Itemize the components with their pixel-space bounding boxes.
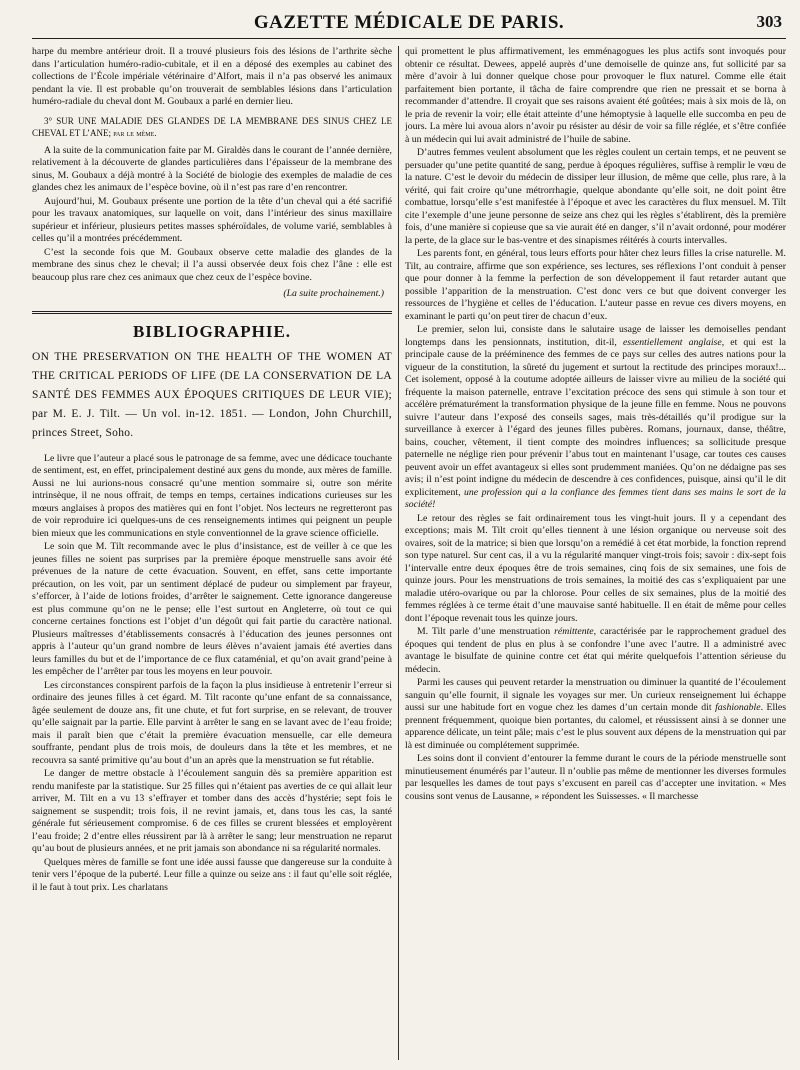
emphasis: fashionable: [715, 702, 761, 713]
bibliography-entry: [32, 348, 392, 443]
paragraph: C’est la seconde fois que M. Goubaux observe cette maladie des glandes de la membrane des sinus chez le cheval; il l’a aussi observée deux fois chez l’âne : elle est beaucoup plus rare chez ces animaux que chez ceux de l’espèce bovine.: [32, 246, 392, 283]
book-author-publisher: ; par M. E. J. Tilt. — Un vol. in-12. 1851. — London, John Churchill, princes Street, Soho.: [32, 388, 392, 439]
text-run: Le premier, selon lui, consiste dans le salutaire usage de laisser les demoiselles pendant longtemps dans les pensionnats, institution, dit-il,: [405, 324, 786, 348]
bibliography-heading: BIBLIOGRAPHIE.: [132, 321, 292, 341]
emphasis: rémittente: [554, 626, 594, 637]
text-run: , caractérisée par le rapprochement graduel des époques qui tendent de plus en plus à se confondre l’une avec l’autre. Il a administré avec avantage le bisulfate de quinine contre cet état qui mérite quelquefois l’attention sérieuse du médecin.: [405, 626, 786, 675]
section-heading: 3° SUR UNE MALADIE DES GLANDES DE LA MEMBRANE DES SINUS CHEZ LE CHEVAL ET L’ANE; par le même.: [32, 115, 392, 138]
paragraph: Le livre que l’auteur a placé sous le patronage de sa femme, avec une dédicace touchante de sentiment, est, en effet, principalement destiné aux gens du monde, aux mères de famille. Aussi ne lui aurions-nous consacré qu’une mention sommaire si, outre son mérite intrinsèque, il ne nous offrait, de temps en temps, certaines indications curieuses sur les mœurs anglaises à propos des matières qui en font l’objet. Nos lecteurs ne regretteront pas de voir reproduire ici quelques-uns de ces renseignements intimes qui peignent un peuple bien mieux que les communications en style conventionnel de la grave science officielle.: [32, 452, 392, 539]
paragraph: harpe du membre antérieur droit. Il a trouvé plusieurs fois des lésions de l’arthrite sèche dans l’articulation huméro-radio-cubitale, et il en a déposé des exemples au cabinet des collections de l’École impériale vétérinaire d’Alfort, mais il n’a pas observé les animaux pendant la vie. Il est probable qu’on trouverait de semblables lésions dans l’articulation huméro-radiale du cheval dont M. Goubaux a parlé en dernier lieu.: [32, 46, 392, 107]
paragraph: [405, 677, 786, 752]
text-run: M. Tilt parle d’une menstruation: [417, 626, 551, 637]
paragraph: A la suite de la communication faite par M. Giraldès dans le courant de l’année dernière, relativement à la découverte de glandes particulières dans l’épaisseur de la membrane des sinus, M. Goubaux a déjà montré à la Société de biologie des exemples de maladie de ces glandes chez les animaux de l’espèce bovine, où il n’est pas rare d’en rencontrer.: [32, 144, 392, 193]
paragraph: Les parents font, en général, tous leurs efforts pour hâter chez leurs filles la crise naturelle. M. Tilt, au contraire, affirme que son expérience, ses lectures, ses réflexions l’ont conduit à penser que pour donner à la femme la perfection de son développement il faut retarder autant que possible l’apparition de la menstruation. C’est donc vers ce but que doivent converger les ressources de l’hygiène et celles de l’éducation. L’auteur passe en revue ces divers moyens, en examinant le parti qu’on peut tirer de chacun d’eux.: [405, 248, 786, 322]
paragraph: Le soin que M. Tilt recommande avec le plus d’insistance, est de veiller à ce que les jeunes filles ne soient pas surprises par la première époque menstruelle sans avoir été prévenues de la nature de cette évacuation. Souvent, en effet, sans cette importante précaution, on les voit, par un sentiment déplacé de pudeur ou simplement par frayeur, s’efforcer, à l’aide de lotions froides, d’arrêter le saignement. Cette ignorance dangereuse est plus commune qu’on ne le pense; elle l’est surtout en Angleterre, où tout ce qui concerne certaines fonctions est l’objet d’un dégoût qui fait partie du caractère national. Plusieurs maîtresses d’établissements consacrés à l’éducation des jeunes personnes ont appris à l’auteur qu’un grand nombre de leurs élèves n’avaient jamais été averties dans leurs familles du but et de l’importance de ce flux cataménial, et qu’on avait grand’peine à les empêcher de l’arrêter par tous les moyens en leur pouvoir.: [32, 541, 392, 677]
text-run: . Elles prennent fréquemment, quoique bien portantes, du calomel, et réussissent ainsi à se donner une apparence délicate, un teint pâle; mais c’est le plus souvent aux dépens de la menstruation qui par là est diminuée ou complétement supprimée.: [405, 702, 786, 751]
text-run: , et qui est la principale cause de la prééminence des femmes de ce pays sur celles des autres nations pour la vigueur de la constitution, la sûreté du jugement et surtout la rectitude des principes moraux!... Cet isolement, opposé à la coutume adoptée ailleurs de laisser vivre au milieu de la société qui fréquente la maison paternelle, entrave l’excitation précoce des sens qui stimule à son tour et accélère prématurément la transformation physique de la jeune fille en femme. Nous ne pouvons suivre l’auteur dans l’exposé des conseils sages, mais très-détaillés qu’il prodigue sur la surveillance à exercer à l’égard des jeunes filles pubères. Romans, journaux, danse, théâtre, bains, coucher, vêtement, il tient compte des moindres influences; sa sollicitude presque paternelle ne néglige rien pour prévenir l’abus tout en maintenant l’usage, car toutes ces causes peuvent avoir un effet avantageux si elles sont prudemment maniées. Qu’on ne dédaigne pas ses avis; il n’est point indigne du médecin de descendre à ces confidences, puisque, ainsi qu’il le dit explicitement,: [405, 336, 786, 498]
page-header: [32, 8, 786, 39]
paragraph: [405, 626, 786, 676]
left-column: [32, 46, 392, 1062]
paragraph: Aujourd’hui, M. Goubaux présente une portion de la tête d’un cheval qui a été sacrifié pour les travaux anatomiques, sur laquelle on voit, dans l’intérieur des sinus maxillaire supérieur et inférieur, plusieurs petites masses sphéroïdales, de volume varié, semblables à celles qu’il a montrées précédemment.: [32, 195, 392, 244]
paragraph: qui promettent le plus affirmativement, les emménagogues les plus actifs sont invoqués pour obtenir ce résultat. Dewees, appelé auprès d’une demoiselle de quinze ans, fut sollicité par sa mère d’avoir à lui donner quelque chose pour provoquer le flux naturel. Comme elle était parfaitement bien portante, il tâcha de faire comprendre que rien ne pressait et se borna à recommander d’attendre. Il croyait que ses raisons avaient été goûtées; mais à six mois de là, on le pria de revenir la voir; elle était atteinte d’une hémoptysie à laquelle elle succomba en peu de jours. La mère lui avoua alors n’avoir pu résister au désir de voir sa fille réglée, et s’être confiée à un médecin qui lui avait administré de l’huile de sabine.: [405, 46, 786, 145]
book-title-english: ON THE PRESERVATION ON THE HEALTH OF THE WOMEN AT THE CRITICAL PERIODS OF LIFE: [32, 350, 392, 382]
journal-title: GAZETTE MÉDICALE DE PARIS.: [253, 12, 565, 33]
paragraph: Le retour des règles se fait ordinairement tous les vingt-huit jours. Il y a cependant des exceptions; mais M. Tilt croit qu’elles tiennent à une lésion organique ou nerveuse soit des ovaires, soit de la matrice; si bien que lorsqu’on a remédié à cet état morbide, la fonction reprend son type naturel. Sur cent cas, il a vu la régularité manquer vingt-trois fois; savoir : dix-sept fois l’intervalle entre deux époques être de trois semaines, cinq fois de six semaines, une fois de quinze jours. Pour les menstruations de trois semaines, la moitié des cas s’expliquaient par une maladie utéro-ovarique ou par la chlorose. Pour celles de six semaines, plus de la moitié des femmes réglées à ce terme était d’une mauvaise santé habituelle. Il en était de même pour celles dont l’époque revenait tous les quinze jours.: [405, 512, 786, 624]
paragraph: Les circonstances conspirent parfois de la façon la plus insidieuse à entretenir l’erreur si ordinaire des jeunes filles à cet égard. M. Tilt raconte qu’une enfant de sa connaissance, âgée seulement de douze ans, fit une chute, et fut fort surprise, en se relevant, de trouver qu’elle saignait par la partie. Elle parvint à arrêter le sang en se lavant avec de l’eau froide; mais il paraît bien que c’était la première évacuation mensuelle, car elle demeura souffrante, pendant plus de trois mois, de douleurs dans la tête et les membres, et ne recouvra sa santé primitive qu’au bout d’un an après que la menstruation se fut rétablie.: [32, 679, 392, 766]
page-number: 303: [756, 12, 782, 31]
paragraph: Quelques mères de famille se font une idée aussi fausse que dangereuse sur la conduite à tenir vers l’époque de la puberté. Leur fille a quinze ou seize ans : il faut qu’elle soit réglée, il le faut à tout prix. Les charlatans: [32, 856, 392, 893]
emphasis: une profession qui a la confiance des femmes tient dans ses mains le sort de la société!: [405, 486, 786, 510]
paragraph: D’autres femmes veulent absolument que les règles coulent un certain temps, et ne peuvent se persuader qu’une petite quantité de sang, perdue à époques régulières, suffise à remplir le vœu de la nature. C’est le devoir du médecin de dissiper leur illusion, de même que celle, plus rare, à la vérité, qui fait croire qu’une métrorrhagie, quelque abondante qu’elle soit, ne doit point être combattue, lorsqu’elle s’est manifestée à l’époque et avec les caractères du flux mensuel. M. Tilt cite l’exemple d’une jeune personne de seize ans chez qui les règles s’établirent, dès la première fois, d’une manière si copieuse que sa vie aurait été en danger, s’il n’avait ordonné, pour modérer la perte, de la glace sur le bas-ventre et des sinapismes réitérés à courts intervalles.: [405, 147, 786, 246]
continuation-note: (La suite prochainement.): [283, 288, 384, 299]
section-divider: [32, 311, 392, 314]
book-title-french: (DE LA CONSERVATION DE LA SANTÉ DES FEMMES AUX ÉPOQUES CRITIQUES DE LEUR VIE): [32, 369, 392, 401]
column-rule: [398, 46, 399, 1060]
paragraph: [405, 324, 786, 512]
paragraph: Les soins dont il convient d’entourer la femme durant le cours de la période menstruelle sont minutieusement énumérés par l’auteur. Il n’oublie pas même de mentionner les diverses formules par lesquelles les dames de tout pays s’excusent en pareil cas d’accepter une invitation. « Mes cousins sont venus de Lausanne, » répondent les Suissesses. « Il marchesse: [405, 753, 786, 802]
text-run: Parmi les causes qui peuvent retarder la menstruation ou diminuer la quantité de l’écoulement sanguin qu’elle fournit, il signale les voyages sur mer. Un curieux renseignement lui échappe aussi sur une habitude fort en vogue chez les dames d’un certain monde dit: [405, 677, 786, 713]
emphasis: essentiellement anglaise: [622, 336, 722, 348]
right-column: [405, 46, 786, 1062]
paragraph: Le danger de mettre obstacle à l’écoulement sanguin dès sa première apparition est rendu manifeste par la statistique. Sur 25 filles qui n’étaient pas averties de ce qui allait leur arriver, M. Tilt en a vu 13 s’effrayer et tomber dans des accès d’hystérie; sept fois le saignement se suspendit; trois fois, il ne revint jamais, et, dans tous les cas, la santé générale fut sérieusement compromise. 6 de ces filles se crurent blessées et employèrent l’eau froide; 2 d’entre elles réussirent par là à arrêter le sang; leur menstruation ne reparut qu’au bout de plusieurs années, et ne prit jamais son abondance ni sa régularité normales.: [32, 768, 392, 854]
